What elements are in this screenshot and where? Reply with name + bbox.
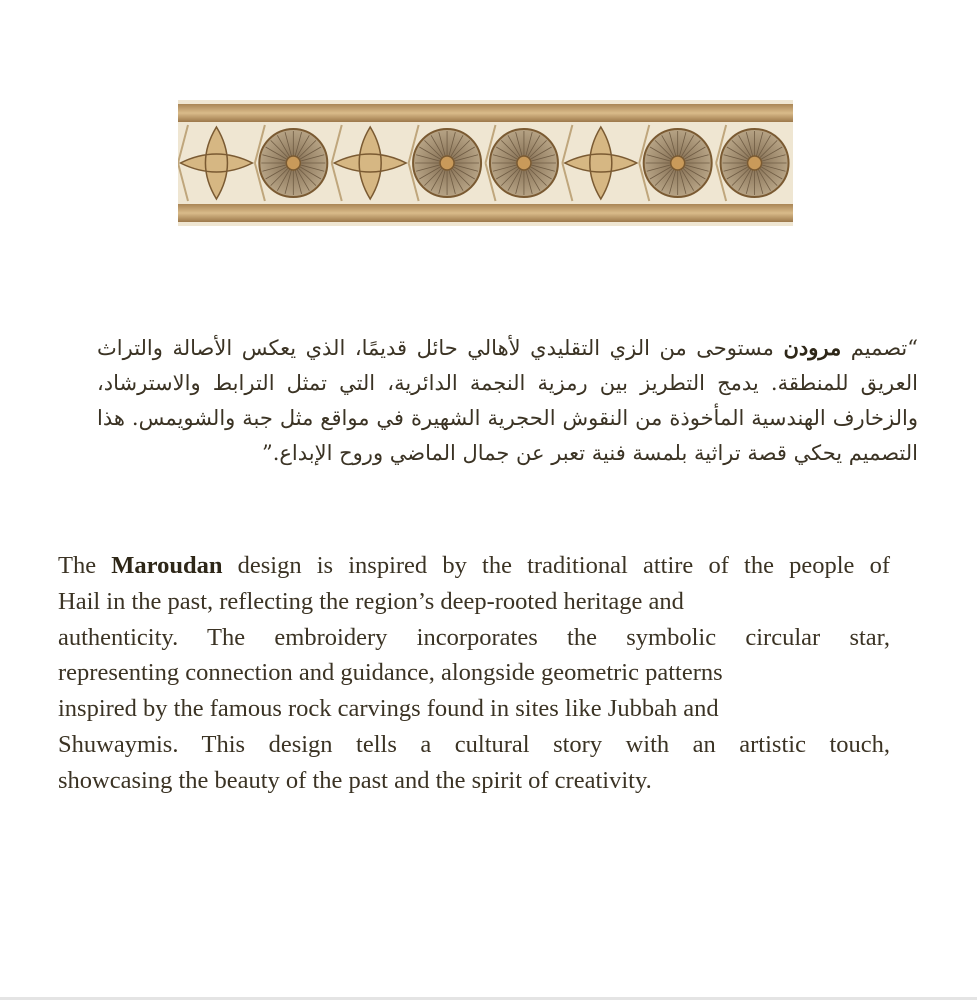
english-line: authenticity. The embroidery incorporates the symbolic circular star, bbox=[58, 623, 890, 651]
arabic-line: التصميم يحكي قصة تراثية بلمسة فنية تعبر عن جمال الماضي وروح الإبداع.” bbox=[261, 441, 918, 465]
arabic-line: والزخارف الهندسية المأخوذة من النقوش الحجرية الشهيرة في مواقع مثل جبة والشويمس. هذا bbox=[97, 406, 918, 430]
design-name-english: Maroudan bbox=[111, 552, 223, 579]
english-line: Hail in the past, reflecting the region’s deep-rooted heritage and bbox=[58, 587, 684, 615]
english-line bbox=[58, 548, 890, 584]
arabic-description bbox=[97, 330, 918, 471]
arabic-line: العريق للمنطقة. يدمج التطريز بين رمزية النجمة الدائرية، التي تمثل الترابط والاسترشاد، bbox=[97, 371, 918, 395]
english-text: The bbox=[58, 552, 112, 579]
english-line: representing connection and guidance, alongside geometric patterns bbox=[58, 659, 723, 687]
english-line: showcasing the beauty of the past and the spirit of creativity. bbox=[58, 766, 652, 794]
english-description bbox=[58, 548, 890, 799]
english-line: inspired by the famous rock carvings found in sites like Jubbah and bbox=[58, 695, 719, 723]
arabic-text: “تصميم bbox=[841, 336, 918, 360]
english-line: Shuwaymis. This design tells a cultural story with an artistic touch, bbox=[58, 730, 890, 758]
arabic-line bbox=[97, 330, 918, 366]
english-text: design is inspired by the traditional attire of the people of bbox=[222, 552, 891, 579]
arabic-text: مستوحى من الزي التقليدي لأهالي حائل قديمًا، الذي يعكس الأصالة والتراث bbox=[97, 336, 784, 360]
design-name-arabic: مرودن bbox=[783, 335, 842, 360]
embroidery-banner-image bbox=[178, 100, 793, 226]
